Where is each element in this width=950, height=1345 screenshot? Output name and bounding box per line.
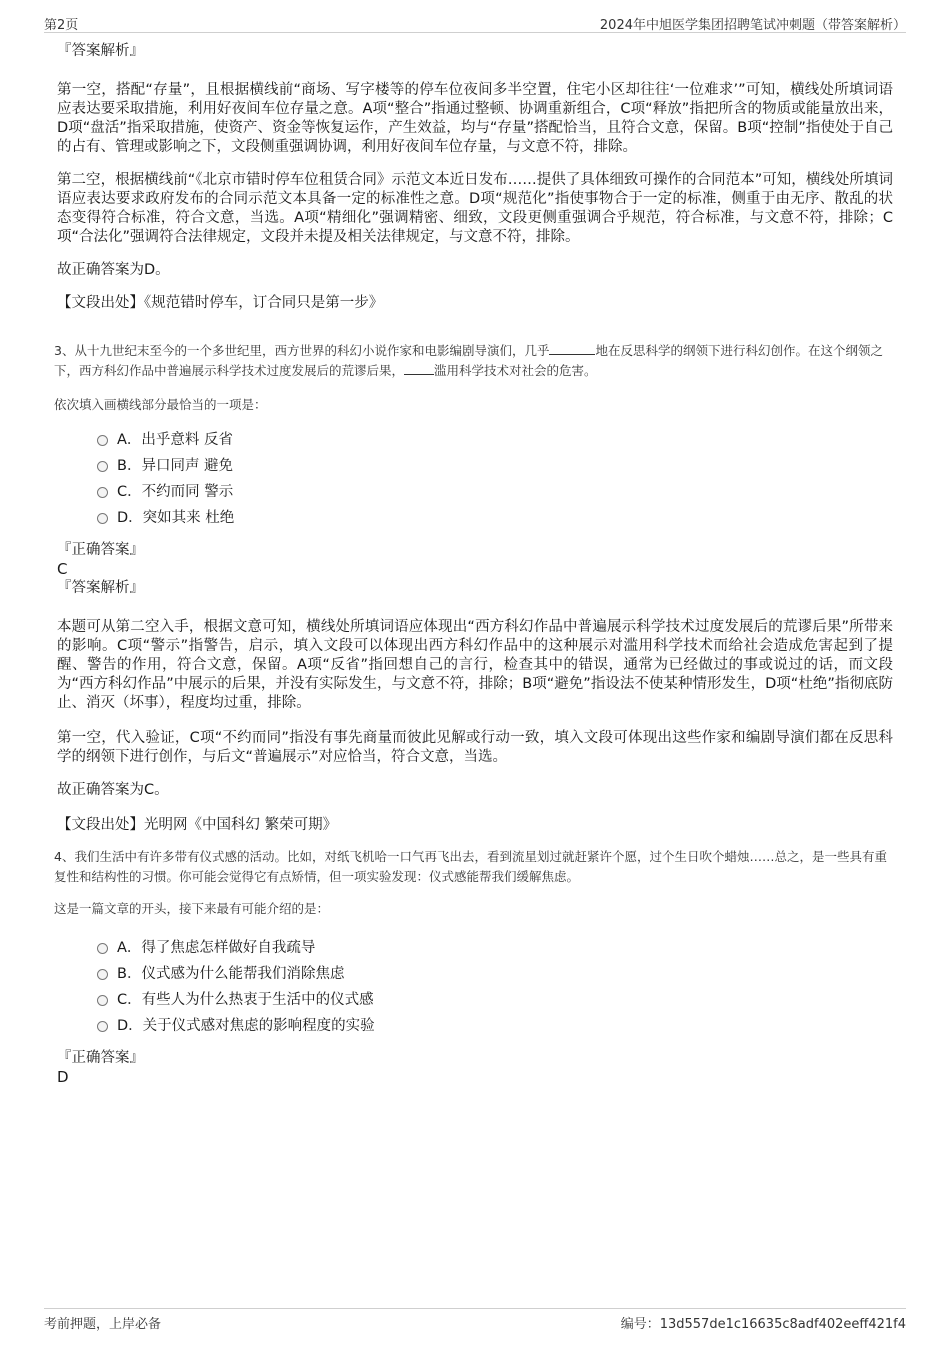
q3-source: 【文段出处】光明网《中国科幻 繁荣可期》 <box>57 817 338 833</box>
q3-analysis-paragraph-2: 第一空，代入验证，C项“不约而同”指没有事先商量而彼此见解或行动一致，填入文段可体现出这些作家和编剧导演们都在反思科学的纲领下进行创作，与后文“普遍展示”对应恰当，符合文意，当选。 <box>57 730 893 765</box>
q3-option-d[interactable]: D．突如其来 杜绝 <box>97 505 893 531</box>
q3-analysis-label: 『答案解析』 <box>57 580 144 596</box>
footer-slogan: 考前押题，上岸必备 <box>44 1317 162 1332</box>
q3-blank-2 <box>404 362 434 375</box>
q4-option-d[interactable]: D．关于仪式感对焦虑的影响程度的实验 <box>97 1013 893 1039</box>
q4-stem: 4、我们生活中有许多带有仪式感的活动。比如，对纸飞机哈一口气再飞出去，看到流星划过就赶紧许个愿，过个生日吹个蜡烛……总之，是一些具有重复性和结构性的习惯。你可能会觉得它有点矫情，但一项实验发现：仪式感能帮我们缓解焦虑。 <box>54 849 887 884</box>
q3-correct-answer: C <box>57 560 68 578</box>
q4-correct-answer: D <box>57 1068 69 1086</box>
q2-analysis-label: 『答案解析』 <box>57 43 144 59</box>
q4-correct-label: 『正确答案』 <box>57 1050 144 1066</box>
q3-option-a[interactable]: A．出乎意料 反省 <box>97 427 893 453</box>
radio-icon[interactable] <box>97 487 108 498</box>
q3-prompt: 依次填入画横线部分最恰当的一项是： <box>54 397 267 412</box>
q2-analysis-paragraph-1: 第一空，搭配“存量”，且根据横线前“商场、写字楼等的停车位夜间多半空置，住宅小区却往往‘一位难求’”可知，横线处所填词语应表达要采取措施，利用好夜间车位存量之意。A项“整合”指通过整顿、协调重新组合，C项“释放”指把所含的物质或能量放出来，D项“盘活”指采取措施，使资产、资金等恢复运作，产生效益，均与“存量”搭配恰当，且符合文意，保留。B项“控制”指使处于自己的占有、管理或影响之下，文段侧重强调协调，利用好夜间车位存量，与文意不符，排除。 <box>57 82 893 155</box>
q3-blank-1 <box>549 342 595 355</box>
q4-option-a[interactable]: A．得了焦虑怎样做好自我疏导 <box>97 935 893 961</box>
page-content <box>54 42 893 1087</box>
q2-analysis-paragraph-2: 第二空，根据横线前“《北京市错时停车位租赁合同》示范文本近日发布……提供了具体细致可操作的合同范本”可知，横线处所填词语应表达要求政府发布的合同示范文本具备一定的标准性之意。D项“规范化”指使事物合于一定的标准，侧重于由无序、散乱的状态变得符合标准，符合文意，当选。A项“精细化”强调精密、细致，文段更侧重强调合乎规范，符合标准，与文意不符，排除；C项“合法化”强调符合法律规定，文段并未提及相关法律规定，与文意不符，排除。 <box>57 172 893 245</box>
q4-option-c[interactable]: C．有些人为什么热衷于生活中的仪式感 <box>97 987 893 1013</box>
radio-icon[interactable] <box>97 461 108 472</box>
q4-options <box>97 935 893 1039</box>
page-number: 第2页 <box>44 18 79 33</box>
document-code: 编号：13d557de1c16635c8adf402eeff421f4 <box>620 1317 906 1332</box>
radio-icon[interactable] <box>97 435 108 446</box>
document-title: 2024年中旭医学集团招聘笔试冲刺题（带答案解析） <box>599 18 906 33</box>
q3-analysis-paragraph-1: 本题可从第二空入手，根据文意可知，横线处所填词语应体现出“西方科幻作品中普遍展示科学技术过度发展后的荒谬后果”所带来的影响。C项“警示”指警告，启示，填入文段可以体现出西方科幻作品中的这种展示对滥用科学技术而给社会造成危害起到了提醒、警告的作用，符合文意，保留。A项“反省”指回想自己的言行，检查其中的错误，通常为已经做过的事或说过的话，而文段为“西方科幻作品”中展示的后果，并没有实际发生，与文意不符，排除；B项“避免”指设法不使某种情形发生，D项“杜绝”指彻底防止、消灭（坏事），程度均过重，排除。 <box>57 619 893 711</box>
page-header <box>44 12 906 33</box>
q3-conclusion: 故正确答案为C。 <box>57 782 169 798</box>
radio-icon[interactable] <box>97 969 108 980</box>
q4-prompt: 这是一篇文章的开头，接下来最有可能介绍的是： <box>54 901 330 916</box>
q2-conclusion: 故正确答案为D。 <box>57 262 170 278</box>
radio-icon[interactable] <box>97 513 108 524</box>
radio-icon[interactable] <box>97 943 108 954</box>
q3-option-b[interactable]: B．异口同声 避免 <box>97 453 893 479</box>
radio-icon[interactable] <box>97 995 108 1006</box>
q3-stem: 3、从十九世纪末至今的一个多世纪里，西方世界的科幻小说作家和电影编剧导演们，几乎 地在反思科学的纲领下进行科幻创作。在这个纲领之下，西方科幻作品中普遍展示科学技术过度发展后的荒谬后果， 滥用科学技术对社会的危害。 <box>54 343 883 378</box>
q3-options <box>97 427 893 531</box>
page-footer <box>44 1308 906 1332</box>
q2-source: 【文段出处】《规范错时停车，订合同只是第一步》 <box>57 295 384 311</box>
q3-correct-label: 『正确答案』 <box>57 542 144 558</box>
radio-icon[interactable] <box>97 1021 108 1032</box>
q4-option-b[interactable]: B．仪式感为什么能帮我们消除焦虑 <box>97 961 893 987</box>
q3-option-c[interactable]: C．不约而同 警示 <box>97 479 893 505</box>
